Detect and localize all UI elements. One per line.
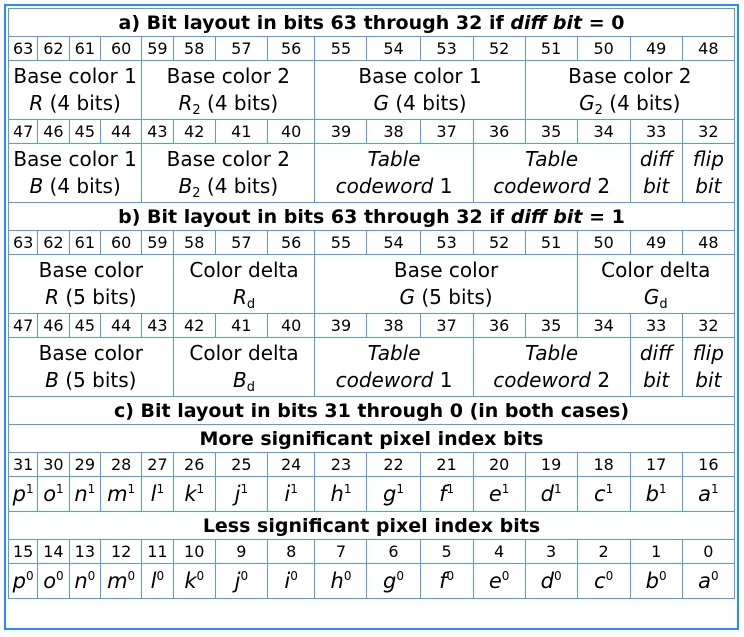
field-flip-bit: flip bit <box>682 338 734 397</box>
bit-number-cell: 52 <box>473 231 525 255</box>
bit-number-cell: 55 <box>315 37 367 61</box>
field-row <box>9 61 735 120</box>
bit-number-cell: 39 <box>315 314 367 338</box>
field-base-color1-g: Base color 1 G (4 bits) <box>315 61 525 120</box>
bit-number-cell: 60 <box>101 231 142 255</box>
field-table-codeword2: Table codeword 2 <box>473 144 630 203</box>
bit-number-cell: 30 <box>38 453 69 477</box>
bit-number-cell: 49 <box>630 37 682 61</box>
bit-number-cell: 45 <box>69 314 100 338</box>
less-significant-label: Less significant pixel index bits <box>9 512 735 540</box>
bit-layout-table <box>8 8 735 599</box>
bit-number-cell: 55 <box>315 231 367 255</box>
bit-number-cell: 42 <box>173 120 215 144</box>
bit-number-cell: 61 <box>69 231 100 255</box>
field-color-delta-gd: Color delta $G_d$ <box>577 255 734 314</box>
pixel-index-cell: $h^0$ <box>315 564 367 599</box>
bit-number-cell: 45 <box>69 120 100 144</box>
pixel-index-cell: $i^1$ <box>267 477 315 512</box>
bit-number-cell: 36 <box>473 314 525 338</box>
bit-number-cell: 46 <box>38 120 69 144</box>
pixel-index-cell: $b^0$ <box>630 564 682 599</box>
field-base-color2-b2: Base color 2 $B_2$ (4 bits) <box>142 144 315 203</box>
section-c-title: c) Bit layout in bits 31 through 0 (in both cases) <box>9 397 735 425</box>
section-a-title: a) Bit layout in bits 63 through 32 if diff bit = 0 <box>9 9 735 37</box>
bit-number-cell: 3 <box>525 540 577 564</box>
pixel-index-cell: $j^1$ <box>215 477 267 512</box>
bit-number-cell: 47 <box>9 314 38 338</box>
bit-number-cell: 60 <box>101 37 142 61</box>
pixel-index-cell: $e^1$ <box>473 477 525 512</box>
bit-number-cell: 1 <box>630 540 682 564</box>
bit-number-cell: 33 <box>630 314 682 338</box>
bit-number-row <box>9 120 735 144</box>
field-base-color2-g2: Base color 2 $G_2$ (4 bits) <box>525 61 734 120</box>
bit-number-cell: 32 <box>682 314 734 338</box>
pixel-index-cell: $n^1$ <box>69 477 100 512</box>
bit-number-cell: 41 <box>215 314 267 338</box>
bit-number-cell: 56 <box>267 37 315 61</box>
less-significant-header <box>9 512 735 540</box>
bit-number-cell: 50 <box>577 37 630 61</box>
bit-number-cell: 40 <box>267 314 315 338</box>
field-diff-bit: diff bit <box>630 338 682 397</box>
bit-number-cell: 5 <box>420 540 473 564</box>
bit-number-cell: 52 <box>473 37 525 61</box>
pixel-index-cell: $g^0$ <box>367 564 420 599</box>
pixel-index-cell: $f^0$ <box>420 564 473 599</box>
bit-number-cell: 54 <box>367 231 420 255</box>
bit-number-cell: 36 <box>473 120 525 144</box>
bit-number-cell: 42 <box>173 314 215 338</box>
bit-number-cell: 40 <box>267 120 315 144</box>
bit-number-cell: 53 <box>420 231 473 255</box>
bit-number-cell: 49 <box>630 231 682 255</box>
bit-number-cell: 14 <box>38 540 69 564</box>
bit-number-cell: 63 <box>9 37 38 61</box>
bit-number-cell: 24 <box>267 453 315 477</box>
bit-number-cell: 59 <box>142 37 173 61</box>
bit-number-cell: 6 <box>367 540 420 564</box>
bit-number-cell: 35 <box>525 120 577 144</box>
bit-number-row <box>9 540 735 564</box>
bit-number-cell: 41 <box>215 120 267 144</box>
pixel-index-cell: $o^1$ <box>38 477 69 512</box>
section-b-title: b) Bit layout in bits 63 through 32 if diff bit = 1 <box>9 203 735 231</box>
pixel-index-row <box>9 564 735 599</box>
pixel-index-cell: $p^0$ <box>9 564 38 599</box>
bit-number-cell: 44 <box>101 120 142 144</box>
bit-number-cell: 38 <box>367 120 420 144</box>
bit-number-row <box>9 314 735 338</box>
bit-number-cell: 47 <box>9 120 38 144</box>
pixel-index-cell: $d^0$ <box>525 564 577 599</box>
bit-number-cell: 0 <box>682 540 734 564</box>
field-row <box>9 338 735 397</box>
bit-number-cell: 35 <box>525 314 577 338</box>
bit-number-row <box>9 231 735 255</box>
pixel-index-cell: $b^1$ <box>630 477 682 512</box>
field-color-delta-rd: Color delta $R_d$ <box>173 255 315 314</box>
bit-number-cell: 54 <box>367 37 420 61</box>
field-flip-bit: flip bit <box>682 144 734 203</box>
bit-number-cell: 28 <box>101 453 142 477</box>
bit-number-cell: 38 <box>367 314 420 338</box>
bit-number-cell: 22 <box>367 453 420 477</box>
bit-number-cell: 44 <box>101 314 142 338</box>
field-row <box>9 255 735 314</box>
field-base-color1-r: Base color 1 R (4 bits) <box>9 61 142 120</box>
pixel-index-cell: $l^1$ <box>142 477 173 512</box>
section-a-header <box>9 9 735 37</box>
field-diff-bit: diff bit <box>630 144 682 203</box>
field-base-color2-r2: Base color 2 $R_2$ (4 bits) <box>142 61 315 120</box>
pixel-index-cell: $d^1$ <box>525 477 577 512</box>
pixel-index-cell: $o^0$ <box>38 564 69 599</box>
field-table-codeword1: Table codeword 1 <box>315 144 473 203</box>
bit-number-cell: 58 <box>173 37 215 61</box>
bit-number-cell: 56 <box>267 231 315 255</box>
bit-number-cell: 29 <box>69 453 100 477</box>
bit-number-cell: 16 <box>682 453 734 477</box>
bit-number-cell: 7 <box>315 540 367 564</box>
bit-number-cell: 37 <box>420 120 473 144</box>
section-c-header <box>9 397 735 425</box>
section-b-header <box>9 203 735 231</box>
bit-number-cell: 34 <box>577 120 630 144</box>
pixel-index-cell: $a^1$ <box>682 477 734 512</box>
bit-number-cell: 9 <box>215 540 267 564</box>
bit-number-cell: 33 <box>630 120 682 144</box>
pixel-index-cell: $p^1$ <box>9 477 38 512</box>
bit-number-cell: 21 <box>420 453 473 477</box>
pixel-index-cell: $h^1$ <box>315 477 367 512</box>
pixel-index-cell: $j^0$ <box>215 564 267 599</box>
pixel-index-cell: $n^0$ <box>69 564 100 599</box>
pixel-index-cell: $i^0$ <box>267 564 315 599</box>
bit-number-row <box>9 37 735 61</box>
pixel-index-cell: $a^0$ <box>682 564 734 599</box>
field-base-color-g: Base color G (5 bits) <box>315 255 577 314</box>
pixel-index-cell: $f^1$ <box>420 477 473 512</box>
bit-number-cell: 50 <box>577 231 630 255</box>
more-significant-header <box>9 425 735 453</box>
bit-number-cell: 32 <box>682 120 734 144</box>
field-color-delta-bd: Color delta $B_d$ <box>173 338 315 397</box>
bit-number-cell: 48 <box>682 231 734 255</box>
bit-number-cell: 13 <box>69 540 100 564</box>
bit-number-cell: 15 <box>9 540 38 564</box>
pixel-index-cell: $c^0$ <box>577 564 630 599</box>
field-row <box>9 144 735 203</box>
pixel-index-cell: $m^1$ <box>101 477 142 512</box>
bit-number-cell: 23 <box>315 453 367 477</box>
bit-number-cell: 20 <box>473 453 525 477</box>
bit-number-cell: 39 <box>315 120 367 144</box>
bit-number-cell: 58 <box>173 231 215 255</box>
bit-number-cell: 4 <box>473 540 525 564</box>
field-table-codeword2: Table codeword 2 <box>473 338 630 397</box>
bit-number-cell: 18 <box>577 453 630 477</box>
bit-number-cell: 53 <box>420 37 473 61</box>
bit-number-cell: 62 <box>38 231 69 255</box>
bit-number-cell: 11 <box>142 540 173 564</box>
bit-number-cell: 57 <box>215 231 267 255</box>
pixel-index-cell: $e^0$ <box>473 564 525 599</box>
bit-number-cell: 43 <box>142 120 173 144</box>
bit-number-cell: 25 <box>215 453 267 477</box>
pixel-index-cell: $m^0$ <box>101 564 142 599</box>
bit-number-cell: 8 <box>267 540 315 564</box>
bit-number-cell: 51 <box>525 231 577 255</box>
bit-number-cell: 59 <box>142 231 173 255</box>
field-base-color1-b: Base color 1 B (4 bits) <box>9 144 142 203</box>
pixel-index-cell: $g^1$ <box>367 477 420 512</box>
bit-number-cell: 51 <box>525 37 577 61</box>
pixel-index-cell: $k^1$ <box>173 477 215 512</box>
bit-number-cell: 46 <box>38 314 69 338</box>
bit-number-cell: 31 <box>9 453 38 477</box>
bit-number-cell: 62 <box>38 37 69 61</box>
bit-number-cell: 43 <box>142 314 173 338</box>
pixel-index-row <box>9 477 735 512</box>
bit-number-cell: 48 <box>682 37 734 61</box>
bit-number-cell: 34 <box>577 314 630 338</box>
more-significant-label: More significant pixel index bits <box>9 425 735 453</box>
pixel-index-cell: $c^1$ <box>577 477 630 512</box>
bit-number-cell: 19 <box>525 453 577 477</box>
bit-number-cell: 57 <box>215 37 267 61</box>
bit-number-cell: 10 <box>173 540 215 564</box>
bit-number-cell: 61 <box>69 37 100 61</box>
bit-number-cell: 26 <box>173 453 215 477</box>
bit-number-cell: 12 <box>101 540 142 564</box>
pixel-index-cell: $l^0$ <box>142 564 173 599</box>
bit-number-cell: 27 <box>142 453 173 477</box>
bit-number-cell: 37 <box>420 314 473 338</box>
bit-number-row <box>9 453 735 477</box>
field-base-color-b: Base color B (5 bits) <box>9 338 174 397</box>
field-base-color-r: Base color R (5 bits) <box>9 255 174 314</box>
bit-number-cell: 17 <box>630 453 682 477</box>
pixel-index-cell: $k^0$ <box>173 564 215 599</box>
bit-number-cell: 2 <box>577 540 630 564</box>
bit-number-cell: 63 <box>9 231 38 255</box>
field-table-codeword1: Table codeword 1 <box>315 338 473 397</box>
